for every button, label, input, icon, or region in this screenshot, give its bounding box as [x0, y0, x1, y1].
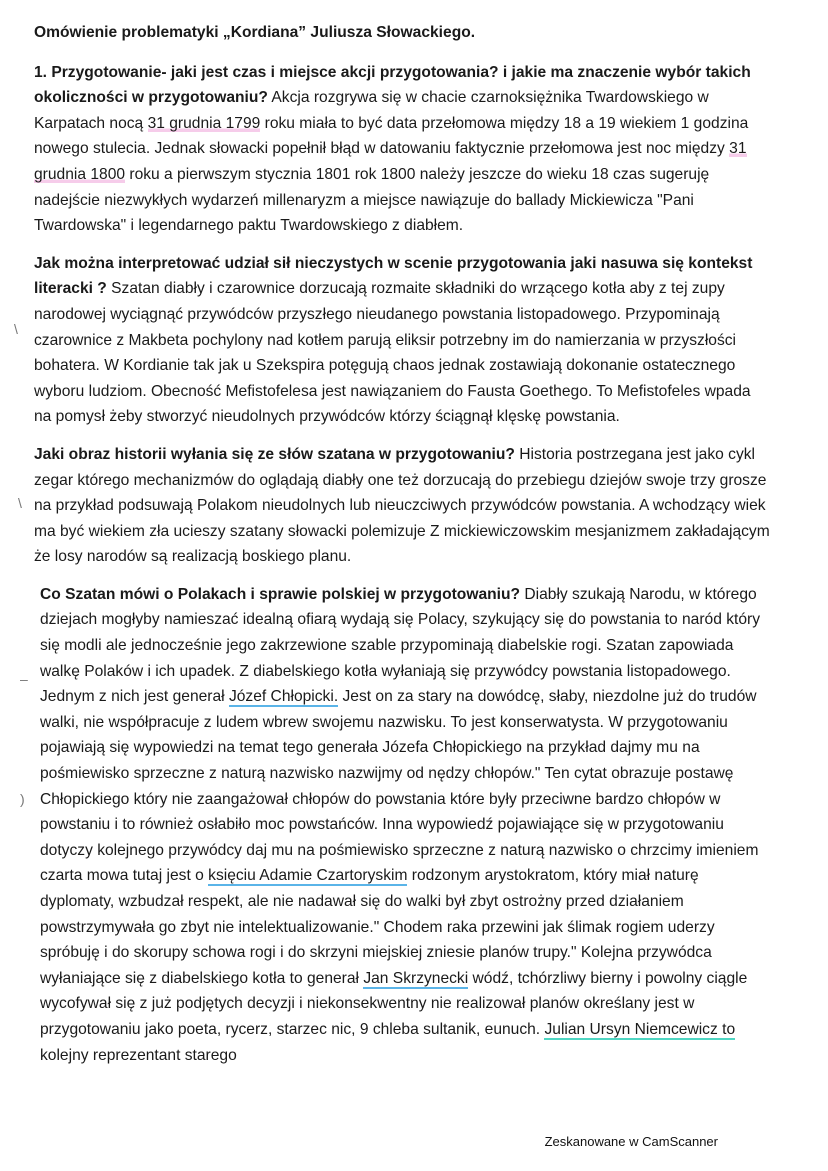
section-text: Diabły szukają Narodu, w którego dziejach mogłyby namieszać idealną ofiarą wydają się Polacy, szykujący się do powstania to naród który się modli ale jednocześnie jego zakrzewione szable przypominają diabelskie rogi. Szatan zapowiada walkę Polaków i ich upadek. Z diabelskiego kotła wyłaniają się przywódcy powstania listopadowego. Jednym z nich jest generał	[40, 585, 760, 706]
underlined-name: Józef Chłopicki.	[228, 688, 339, 706]
margin-mark: \	[14, 321, 18, 337]
section-question: 1. Przygotowanie- jaki jest czas i miejsce akcji przygotowania? i jakie ma znaczenie wybór takich okoliczności w przygotowaniu?	[34, 63, 751, 107]
underlined-name: księciu Adamie Czartoryskim	[208, 867, 408, 885]
scanner-watermark: Zeskanowane w CamScanner	[544, 1134, 718, 1150]
section-text: Historia postrzegana jest jako cykl zegar którego mechanizmów do oglądają diabły one też dorzucają do przebiegu dziejów swoje trzy grosze na przykład podsuwają Polakom nieudolnych lub nieuczciwych przywódców powstania. A wchodzący wiek ma być wiekiem zła ucieszy szatany słowacki polemizuje Z mickiewiczowskim mesjanizmem zakładającym że losy narodów są realizacją boskiego planu.	[34, 445, 770, 566]
section-text: Akcja rozgrywa się w chacie czarnoksiężnika Twardowskiego w Karpatach nocą	[34, 89, 709, 132]
section-2	[34, 251, 772, 430]
highlighted-date: 31 grudnia 1799	[147, 114, 261, 132]
section-3	[34, 442, 772, 570]
section-1	[34, 60, 772, 239]
section-text: wódź, tchórzliwy bierny i powolny ciągle wycofywał się z już podjętych decyzji i niekonsekwentny nie realizował planów określany jest w przygotowaniu jako poeta, rycerz, starzec nic, 9 chleba sultanik, eunuch.	[40, 969, 748, 1038]
margin-mark: –	[20, 671, 28, 687]
section-question: Jaki obraz historii wyłania się ze słów szatana w przygotowaniu?	[34, 445, 515, 463]
highlighted-date: 31 grudnia 1800	[34, 140, 747, 183]
margin-mark: )	[20, 791, 25, 807]
section-question: Co Szatan mówi o Polakach i sprawie polskiej w przygotowaniu?	[40, 585, 521, 603]
section-text: rodzonym arystokratom, który miał naturę dyplomaty, wzbudzał respekt, ale nie nadawał się do walki był zbyt ostrożny przed działaniem powstrzymywała go zbyt nie intelektualizowanie." Chodem raka przewini jak ślimak rogiem uderzy spróbuję i do skorupy schowa rogi i do skrzyni miejskiej zniesie planów trupy." Kolejna przywódca wyłaniające się z diabelskiego kotła to generał	[40, 867, 715, 987]
section-question: Jak można interpretować udział sił nieczystych w scenie przygotowania jaki nasuwa się kontekst literacki ?	[34, 254, 753, 298]
section-text: Jest on za stary na dowódcę, słaby, niezdolne już do trudów walki, nie współpracuje z ludem wbrew swojemu nazwisku. To jest konserwatysta. W przygotowaniu pojawiają się wypowiedzi na temat tego generała Józefa Chłopickiego na przykład dajmy mu na pośmiewisko sprzeczne z naturą nazwisko nazwijmy od nędzy chłopów." Ten cytat obrazuje postawę Chłopickiego który nie zaangażował chłopów do powstania które były przeciwne bardzo chłopów w powstaniu i to również osłabiło moc powstańców. Inna wypowiedź pojawiające się w przygotowaniu dotyczy kolejnego przywódcy daj mu na pośmiewisko sprzeczne z naturą nazwisko o chrzcimy imieniem czarta mowa tutaj jest o	[40, 688, 759, 885]
section-4	[34, 582, 772, 1068]
margin-mark: \	[18, 495, 22, 511]
document-title: Omówienie problematyki „Kordiana” Juliusza Słowackiego.	[34, 24, 476, 41]
section-text: roku a pierwszym stycznia 1801 rok 1800 należy jeszcze do wieku 18 czas sugeruję nadejście niezwykłych wydarzeń millenaryzm a miejsce nawiązuje do ballady Mickiewicza "Pani Twardowska" i legendarnego paktu Twardowskiego z diabłem.	[34, 165, 710, 235]
underlined-name: Jan Skrzynecki	[363, 969, 469, 987]
section-text: kolejny reprezentant starego	[40, 1046, 237, 1064]
section-text: roku miała to być data przełomowa między 18 a 19 wiekiem 1 godzina nowego stulecia. Jednak słowacki popełnił błąd w datowaniu faktycznie przełomowa jest noc między	[34, 114, 749, 158]
section-text: Szatan diabły i czarownice dorzucają rozmaite składniki do wrzącego kotła aby z tej zupy narodowej wyciągnąć przywódców przyszłego nieudanego powstania listopadowego. Przypominają czarownice z Makbeta pochylony nad kotłem parują eliksir potrzebny im do namierzania w przyszłości bohatera. W Kordianie tak jak u Szekspira potęgują chaos jednak zostawiają dokonanie ostatecznego wyboru ludziom. Obecność Mefistofelesa jest nawiązaniem do Fausta Goethego. To Mefistofeles wpada na pomysł żeby stworzyć nieudolnych przywódców którzy ściągnął klęskę powstania.	[34, 280, 751, 426]
underlined-name: Julian Ursyn Niemcewicz to	[544, 1020, 736, 1038]
